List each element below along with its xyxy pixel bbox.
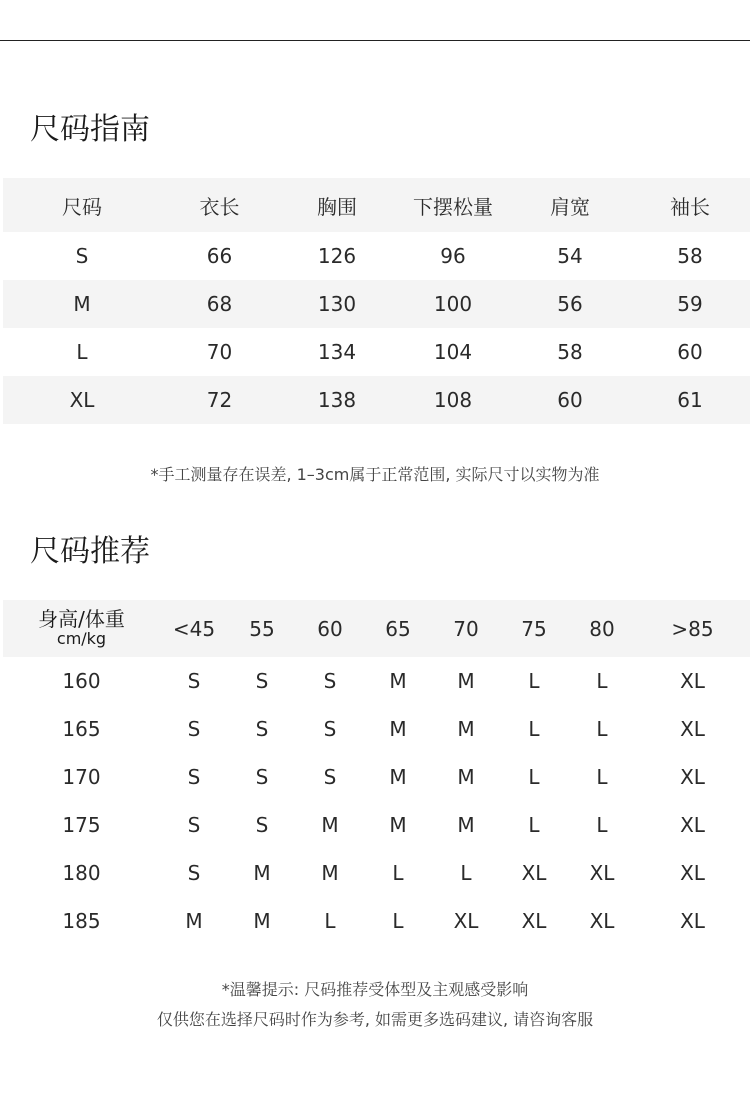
size-cell: L	[528, 765, 540, 789]
shoulder-cell: 56	[557, 292, 583, 316]
size-cell: L	[324, 909, 336, 933]
header-length: 衣长	[199, 194, 240, 219]
header-shoulder: 肩宽	[550, 194, 590, 219]
size-cell: L	[596, 717, 608, 741]
sleeve-cell: 58	[677, 244, 703, 268]
table-row	[3, 280, 750, 328]
table-row	[3, 232, 750, 280]
size-cell: M	[457, 717, 475, 741]
height-weight-corner	[3, 606, 160, 649]
weight-header: 75	[521, 616, 547, 641]
length-cell: 66	[206, 244, 233, 268]
size-cell: XL	[680, 813, 705, 837]
size-cell: S	[255, 813, 269, 837]
size-cell: XL	[680, 669, 705, 693]
size-cell: XL	[69, 388, 95, 412]
hem-cell: 100	[433, 292, 473, 316]
sleeve-cell: 61	[677, 388, 703, 412]
sleeve-cell: 59	[677, 292, 703, 316]
size-cell: M	[389, 669, 407, 693]
size-cell: XL	[680, 861, 705, 885]
length-cell: 68	[206, 292, 233, 316]
weight-header: 60	[317, 616, 343, 641]
size-cell: L	[460, 861, 472, 885]
height-cell: 185	[62, 909, 101, 933]
size-cell: M	[457, 813, 475, 837]
size-guide-title: 尺码指南	[30, 112, 150, 147]
size-cell: M	[321, 813, 339, 837]
size-cell: L	[392, 909, 404, 933]
table-row	[3, 801, 750, 849]
recommend-header-row	[3, 600, 750, 657]
shoulder-cell: 60	[557, 388, 583, 412]
size-cell: S	[255, 765, 269, 789]
size-cell: S	[323, 669, 337, 693]
size-cell: S	[323, 717, 337, 741]
hem-cell: 104	[433, 340, 473, 364]
sleeve-cell: 60	[677, 340, 703, 364]
height-cell: 160	[62, 669, 101, 693]
shoulder-cell: 54	[557, 244, 583, 268]
size-cell: XL	[680, 717, 705, 741]
chest-cell: 134	[317, 340, 357, 364]
size-recommend-title: 尺码推荐	[30, 534, 150, 569]
size-cell: L	[528, 813, 540, 837]
hem-cell: 96	[440, 244, 466, 268]
height-cell: 170	[62, 765, 101, 789]
size-cell: S	[255, 717, 269, 741]
size-cell: L	[76, 340, 88, 364]
height-cell: 165	[62, 717, 101, 741]
header-hem: 下摆松量	[413, 194, 493, 219]
size-cell: S	[187, 861, 201, 885]
size-cell: S	[187, 717, 201, 741]
size-cell: S	[75, 244, 89, 268]
size-cell: XL	[589, 861, 615, 885]
size-cell: M	[389, 717, 407, 741]
size-cell: M	[389, 765, 407, 789]
weight-header: 80	[589, 616, 615, 641]
table-row	[3, 897, 750, 945]
header-chest: 胸围	[317, 194, 357, 219]
size-cell: M	[73, 292, 91, 316]
size-cell: XL	[589, 909, 615, 933]
size-cell: M	[389, 813, 407, 837]
chest-cell: 138	[317, 388, 357, 412]
table-row	[3, 705, 750, 753]
size-cell: S	[255, 669, 269, 693]
size-cell: XL	[521, 861, 547, 885]
measurement-note: *手工测量存在误差, 1–3cm属于正常范围, 实际尺寸以实物为准	[150, 465, 600, 484]
size-guide-table	[3, 178, 750, 424]
table-row	[3, 328, 750, 376]
shoulder-cell: 58	[557, 340, 583, 364]
size-cell: S	[187, 669, 201, 693]
size-cell: L	[596, 813, 608, 837]
size-cell: L	[528, 669, 540, 693]
table-row	[3, 376, 750, 424]
size-cell: XL	[680, 765, 705, 789]
chest-cell: 126	[317, 244, 357, 268]
height-cell: 180	[62, 861, 101, 885]
chest-cell: 130	[317, 292, 357, 316]
length-cell: 70	[206, 340, 233, 364]
recommend-body	[3, 657, 750, 945]
table-row	[3, 753, 750, 801]
size-cell: L	[596, 669, 608, 693]
size-recommend-table	[3, 600, 750, 945]
length-cell: 72	[206, 388, 233, 412]
table-row	[3, 849, 750, 897]
size-cell: S	[187, 765, 201, 789]
size-cell: L	[392, 861, 404, 885]
height-weight-label: 身高/体重	[38, 606, 125, 631]
size-cell: M	[321, 861, 339, 885]
height-cell: 175	[62, 813, 101, 837]
size-cell: XL	[680, 909, 705, 933]
weight-header: 55	[249, 616, 275, 641]
size-cell: XL	[521, 909, 547, 933]
weight-header: 65	[385, 616, 411, 641]
size-cell: M	[457, 669, 475, 693]
recommend-note-line2: 仅供您在选择尺码时作为参考, 如需更多选码建议, 请咨询客服	[156, 1010, 594, 1029]
size-cell: L	[596, 765, 608, 789]
hem-cell: 108	[433, 388, 473, 412]
size-cell: XL	[453, 909, 479, 933]
weight-header: <45	[172, 616, 216, 641]
recommend-note-line1: *温馨提示: 尺码推荐受体型及主观感受影响	[221, 980, 529, 999]
size-cell: S	[187, 813, 201, 837]
size-guide-header-row	[3, 178, 750, 232]
size-cell: S	[323, 765, 337, 789]
size-cell: M	[253, 861, 271, 885]
header-sleeve: 袖长	[670, 194, 710, 219]
size-cell: M	[457, 765, 475, 789]
size-cell: M	[253, 909, 271, 933]
weight-header: 70	[453, 616, 479, 641]
top-divider	[0, 40, 750, 41]
weight-header: >85	[671, 616, 714, 641]
table-row	[3, 657, 750, 705]
height-weight-unit: cm/kg	[56, 628, 107, 648]
header-size: 尺码	[62, 194, 102, 219]
size-cell: M	[185, 909, 203, 933]
recommend-note	[0, 975, 750, 1035]
size-cell: L	[528, 717, 540, 741]
